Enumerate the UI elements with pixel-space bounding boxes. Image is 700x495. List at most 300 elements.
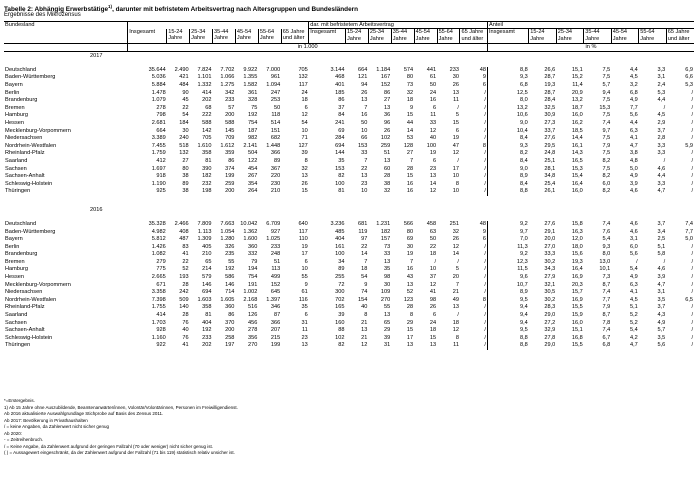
cell-value: 15 (452, 119, 459, 126)
cell-value: 7,5 (602, 74, 611, 81)
cell-value: / (460, 289, 488, 297)
cell-value: 5,9 (685, 142, 693, 149)
cell-value: 5,2 (629, 319, 638, 326)
state-name: Rheinland-Pfalz (5, 304, 45, 311)
cell-value: / (691, 157, 693, 164)
cell-value: 4,1 (629, 135, 638, 142)
cell-value: 326 (225, 243, 235, 250)
state-name: Brandenburg (5, 97, 38, 104)
cell-value: / (460, 181, 488, 189)
cell-value: 19 (452, 135, 459, 142)
cell-value: 65 (205, 258, 212, 265)
cell-value: 1.426 (151, 243, 166, 250)
cell-value: 200 (225, 188, 235, 195)
cell-value: 17 (452, 165, 459, 172)
cell-value: 664 (358, 66, 368, 73)
column-header: 35-44 Jahre (213, 29, 236, 44)
cell-value: 270 (380, 296, 391, 303)
cell-value: 13 (361, 173, 368, 180)
cell-value: 3,3 (657, 142, 666, 149)
cell-value: 588 (225, 119, 235, 126)
cell-value: 9 (364, 281, 368, 288)
cell-value: 161 (335, 243, 345, 250)
cell-value: 16,9 (571, 296, 583, 303)
cell-value: 82 (338, 173, 345, 180)
cell-value: 3.144 (330, 66, 345, 73)
cell-value: 13 (452, 89, 459, 96)
cell-value: 26,6 (544, 66, 556, 73)
cell-value: 123 (403, 296, 414, 303)
cell-value: 2,4 (657, 82, 666, 88)
column-header: 25-34 Jahre (556, 29, 584, 44)
cell-value: 332 (247, 251, 258, 258)
state-name: Bremen (5, 104, 25, 111)
cell-value: 12 (301, 112, 308, 119)
cell-value: 3,3 (657, 180, 666, 187)
cell-value: 60 (384, 165, 391, 172)
table-row (4, 97, 694, 105)
cell-value: 356 (247, 334, 258, 341)
cell-value: 18,0 (571, 243, 583, 250)
cell-value: 50 (429, 82, 437, 88)
cell-value: 40 (361, 304, 368, 311)
state-name: Sachsen-Anhalt (5, 327, 45, 334)
table-row (4, 244, 694, 252)
cell-value: 232 (202, 180, 212, 187)
cell-value: 230 (270, 180, 281, 187)
cell-value: 15,4 (571, 173, 583, 180)
cell-value: 7,5 (602, 66, 611, 73)
cell-value: 83 (182, 243, 189, 250)
cell-value: 4,6 (629, 220, 638, 227)
table-row (4, 266, 694, 274)
cell-value: 6,8 (519, 82, 528, 88)
cell-value: 84 (338, 112, 345, 119)
cell-value: 7.398 (151, 296, 166, 303)
cell-value: 9,5 (519, 327, 528, 334)
cell-value: 7 (455, 281, 459, 288)
cell-value: 16,5 (571, 157, 583, 164)
cell-value: 13 (384, 157, 391, 164)
cell-value: 28 (406, 165, 414, 172)
cell-value: 6,3 (629, 281, 638, 288)
cell-value: 5,7 (657, 327, 666, 334)
cell-value: 8,8 (519, 66, 528, 73)
cell-value: 5,6 (629, 251, 638, 258)
cell-value: 100 (335, 251, 345, 258)
cell-value: 13 (361, 327, 368, 334)
state-name: Deutschland (5, 220, 37, 227)
cell-value: 13 (452, 304, 459, 311)
cell-value: 579 (202, 274, 212, 281)
cell-value: 4,9 (629, 97, 638, 104)
cell-value: 55 (301, 274, 308, 281)
cell-value: 15,3 (599, 104, 611, 111)
cell-value: 2,5 (657, 236, 666, 243)
cell-value: 702 (335, 296, 345, 303)
cell-value: 1.610 (197, 142, 212, 149)
cell-value: 27,8 (544, 334, 556, 341)
cell-value: 754 (247, 119, 258, 126)
cell-value: 264 (247, 188, 258, 195)
cell-value: 51 (274, 258, 281, 265)
column-header: 25-34 Jahre (190, 29, 213, 44)
state-name: Bayern (5, 236, 23, 243)
cell-value: 54 (301, 119, 308, 126)
cell-value: 9,3 (602, 243, 611, 250)
cell-value: / (460, 312, 488, 320)
cell-value: 1.703 (151, 319, 166, 326)
cell-value: / (691, 312, 693, 319)
cell-value: / (691, 319, 693, 326)
cell-value: 4,9 (629, 274, 638, 281)
cell-value: 2.168 (243, 296, 258, 303)
cell-value: 34,8 (544, 173, 556, 180)
cell-value: 27,9 (544, 274, 556, 281)
cell-value: / (460, 158, 488, 166)
cell-value: 5,4 (629, 327, 638, 334)
cell-value: 16,4 (571, 266, 583, 273)
cell-value: 184 (179, 119, 189, 126)
cell-value: 4,6 (629, 228, 638, 235)
cell-value: 7,8 (602, 319, 611, 326)
cell-value: 3,7 (657, 127, 666, 134)
cell-value: 30 (406, 243, 414, 250)
cell-value: 354 (247, 180, 258, 187)
cell-value: / (460, 342, 488, 350)
table-row (4, 282, 694, 290)
cell-value: 153 (358, 142, 368, 149)
cell-value: 4,7 (657, 188, 666, 195)
cell-value: 358 (202, 150, 212, 157)
unit-in-1000: in 1.000 (128, 44, 488, 51)
cell-value: / (460, 335, 488, 343)
cell-value: 16,2 (571, 119, 583, 126)
cell-value: 16,0 (571, 188, 583, 195)
cell-value: 4.982 (151, 228, 166, 235)
cell-value: 1.478 (151, 89, 166, 96)
cell-value: 7 (410, 157, 414, 164)
cell-value: 4,9 (629, 173, 638, 180)
cell-value: 9,4 (602, 89, 611, 96)
cell-value: / (460, 112, 488, 120)
cell-value: / (691, 135, 693, 142)
year-label: 2016 (90, 206, 103, 213)
cell-value: 118 (271, 112, 281, 119)
cell-value: 12 (452, 327, 459, 334)
column-header: Insgesamt (309, 29, 346, 44)
cell-value: 10 (301, 266, 308, 273)
title-footnote-marker: 1) (108, 4, 113, 9)
cell-value: 10 (361, 188, 368, 195)
table-row (4, 229, 694, 237)
cell-value: 16 (406, 188, 414, 195)
column-header: 15-24 Jahre (167, 29, 190, 44)
cell-value: 13,2 (516, 104, 528, 111)
state-name: Hessen (5, 119, 24, 126)
cell-value: 7,4 (602, 327, 611, 334)
cell-value: 32 (301, 165, 308, 172)
cell-value: 199 (225, 173, 235, 180)
cell-value: 367 (270, 165, 281, 172)
cell-value: 3,3 (657, 66, 666, 73)
cell-value: 55 (228, 258, 235, 265)
cell-value: 12 (429, 188, 437, 195)
header-bundesland: Bundesland (4, 22, 128, 44)
table-row (4, 158, 694, 166)
table-row (4, 181, 694, 189)
cell-value: 5,0 (685, 236, 693, 243)
cell-value: 366 (270, 150, 281, 157)
cell-value: / (663, 104, 666, 111)
cell-value: 16,0 (571, 319, 583, 326)
cell-value: 29,5 (544, 142, 556, 149)
cell-value: / (691, 104, 693, 111)
cell-value: 454 (247, 165, 258, 172)
cell-value: 9 (410, 104, 414, 111)
cell-value: 22 (182, 258, 189, 265)
state-name: Bayern (5, 82, 23, 88)
cell-value: / (691, 150, 693, 157)
cell-value: 80 (406, 74, 414, 81)
cell-value: 117 (298, 82, 308, 88)
cell-value: / (691, 266, 693, 273)
cell-value: / (460, 150, 488, 158)
cell-value: 26 (301, 180, 308, 187)
cell-value: 6 (304, 312, 308, 319)
cell-value: 10 (452, 173, 459, 180)
cell-value: 1.066 (220, 74, 235, 81)
cell-value: 48 (460, 67, 488, 75)
state-name: Hamburg (5, 112, 29, 119)
state-name: Hamburg (5, 266, 29, 273)
cell-value: 3.389 (151, 135, 166, 142)
column-header: 45-54 Jahre (235, 29, 258, 44)
cell-value: 14,4 (571, 135, 583, 142)
cell-value: 12,3 (516, 258, 528, 265)
cell-value: 8,9 (519, 289, 528, 296)
cell-value: 2.466 (174, 220, 189, 227)
cell-value: 117 (298, 228, 308, 235)
cell-value: 6 (460, 236, 488, 244)
cell-value: 233 (449, 66, 459, 73)
cell-value: 39 (301, 150, 308, 157)
cell-value: / (691, 119, 693, 126)
footnote-line: *=Erstergebnis. (4, 398, 35, 403)
cell-value: 12 (452, 243, 459, 250)
cell-value: 8 (410, 312, 414, 319)
cell-value: / (460, 320, 488, 328)
cell-value: 69 (406, 236, 414, 243)
cell-value: 485 (335, 228, 345, 235)
cell-value: 73 (406, 82, 414, 88)
cell-value: / (460, 244, 488, 252)
cell-value: 456 (247, 319, 258, 326)
cell-value: 961 (270, 74, 281, 81)
cell-value: 5,3 (657, 89, 666, 96)
cell-value: / (691, 274, 693, 281)
cell-value: 102 (335, 334, 345, 341)
cell-value: 3,8 (629, 150, 638, 157)
cell-value: 40 (182, 327, 189, 334)
cell-value: 33 (361, 150, 368, 157)
cell-value: 100 (426, 142, 437, 149)
cell-value: 1.759 (151, 150, 166, 157)
cell-value: 1.160 (151, 334, 166, 341)
column-header: 55-64 Jahre (258, 29, 281, 44)
cell-value: 5,3 (685, 82, 693, 88)
column-header: 55-64 Jahre (639, 29, 667, 44)
cell-value: 16,1 (571, 142, 583, 149)
cell-value: / (460, 274, 488, 282)
cell-value: 7.663 (220, 220, 235, 227)
state-name: Mecklenburg-Vorpommern (5, 281, 71, 288)
cell-value: 241 (335, 119, 345, 126)
row-spacer (4, 196, 694, 206)
cell-value: 18 (452, 319, 459, 326)
cell-value: 7 (364, 104, 368, 111)
cell-value: 233 (202, 334, 212, 341)
footnote-line: 1) Ab 15 Jahre ohne Auszubildende, Beamtenanwärter/innen, Volontär/Volontärinnen, Personen im Freiwilligendienst. (4, 404, 238, 410)
cell-value: 240 (179, 135, 189, 142)
cell-value: 3.358 (151, 289, 166, 296)
cell-value: 88 (338, 327, 345, 334)
table-row (4, 74, 694, 82)
cell-value: / (663, 157, 666, 164)
cell-value: 102 (380, 135, 391, 142)
cell-value: 6,8 (602, 342, 611, 349)
cell-value: 25,4 (544, 180, 556, 187)
cell-value: 86 (228, 157, 235, 164)
cell-value: 4,6 (629, 188, 638, 195)
state-name: Bremen (5, 258, 25, 265)
state-name: Berlin (5, 89, 20, 96)
cell-value: 27,3 (544, 119, 556, 126)
cell-value: 192 (202, 327, 212, 334)
cell-value: / (691, 188, 693, 195)
cell-value: 32 (452, 228, 459, 235)
cell-value: 100 (335, 180, 345, 187)
cell-value: 207 (270, 327, 281, 334)
cell-value: 7 (364, 157, 368, 164)
cell-value: / (691, 173, 693, 180)
cell-value: 1.605 (220, 296, 235, 303)
footnote-line: ( ) = Aussagewert eingeschränkt, da der Zahlenwert aufgrund der Fallzahl (71 bis 119) statistisch relativ unsicher ist. (4, 450, 235, 455)
cell-value: 18,7 (571, 104, 583, 111)
cell-value: 3,3 (657, 150, 666, 157)
cell-value: 18 (301, 97, 308, 104)
cell-value: 3,2 (629, 82, 638, 88)
cell-value: 7,4 (602, 289, 611, 296)
cell-value: 15,1 (571, 66, 583, 73)
cell-value: 374 (225, 165, 235, 172)
cell-value: 405 (202, 243, 212, 250)
table-row (4, 236, 694, 244)
cell-value: / (460, 282, 488, 290)
cell-value: 27,6 (544, 220, 556, 227)
year-section-header (4, 51, 694, 61)
cell-value: 167 (380, 74, 391, 81)
cell-value: / (691, 97, 693, 104)
cell-value: 8 (304, 157, 308, 164)
cell-value: 11,3 (517, 243, 528, 250)
cell-value: / (691, 180, 693, 187)
cell-value: 39 (384, 334, 391, 341)
column-header: 45-54 Jahre (611, 29, 639, 44)
cell-value: 29 (406, 319, 414, 326)
cell-value: 3,1 (657, 74, 666, 81)
cell-value: 233 (225, 97, 235, 104)
cell-value: 4,2 (629, 334, 638, 341)
cell-value: 248 (270, 251, 281, 258)
cell-value: 110 (298, 236, 308, 243)
cell-value: 682 (270, 135, 281, 142)
cell-value: 76 (182, 319, 189, 326)
cell-value: 26 (361, 89, 368, 96)
cell-value: 242 (179, 289, 189, 296)
cell-value: 300 (335, 289, 345, 296)
cell-value: 13 (429, 173, 437, 180)
cell-value: 664 (156, 127, 166, 134)
cell-value: 574 (403, 66, 414, 73)
cell-value: 7 (410, 258, 414, 265)
cell-value: 22 (429, 243, 437, 250)
cell-value: 1.697 (151, 165, 166, 172)
table-row (4, 166, 694, 174)
cell-value: 96 (384, 119, 391, 126)
footnote-line: / = keine Angaben, da Zahlenwert nicht sicher genug (4, 424, 109, 429)
cell-value: 928 (156, 327, 166, 334)
cell-value: 146 (202, 281, 212, 288)
cell-value: 7,5 (602, 97, 611, 104)
cell-value: 16,9 (571, 274, 583, 281)
cell-value: 27 (406, 150, 414, 157)
cell-value: 73 (384, 243, 391, 250)
cell-value: 45 (182, 97, 189, 104)
table-row (4, 150, 694, 158)
cell-value: 187 (247, 127, 258, 134)
cell-value: / (691, 258, 693, 265)
cell-value: / (691, 327, 693, 334)
table-row (4, 289, 694, 297)
column-header: 25-34 Jahre (368, 29, 391, 44)
cell-value: 7,5 (602, 165, 611, 172)
cell-value: 8,2 (602, 157, 611, 164)
cell-value: 31 (301, 319, 308, 326)
cell-value: 4,3 (657, 312, 666, 319)
cell-value: 681 (358, 220, 368, 227)
cell-value: 89 (182, 180, 189, 187)
cell-value: / (460, 259, 488, 267)
cell-value: 5,4 (602, 236, 611, 243)
cell-value: 20,3 (571, 281, 583, 288)
cell-value: 366 (270, 319, 281, 326)
cell-value: 798 (156, 112, 166, 119)
cell-value: 235 (225, 251, 235, 258)
cell-value: 5.812 (151, 236, 166, 243)
cell-value: 38 (182, 173, 189, 180)
cell-value: 258 (225, 334, 235, 341)
cell-value: 97 (361, 236, 368, 243)
column-header: 35-44 Jahre (391, 29, 414, 44)
cell-value: 222 (202, 112, 212, 119)
cell-value: 9,3 (519, 74, 528, 81)
cell-value: 259 (225, 180, 235, 187)
cell-value: 19,3 (571, 258, 583, 265)
cell-value: 284 (335, 135, 345, 142)
cell-value: 4,4 (629, 119, 638, 126)
cell-value: 9,3 (519, 142, 528, 149)
